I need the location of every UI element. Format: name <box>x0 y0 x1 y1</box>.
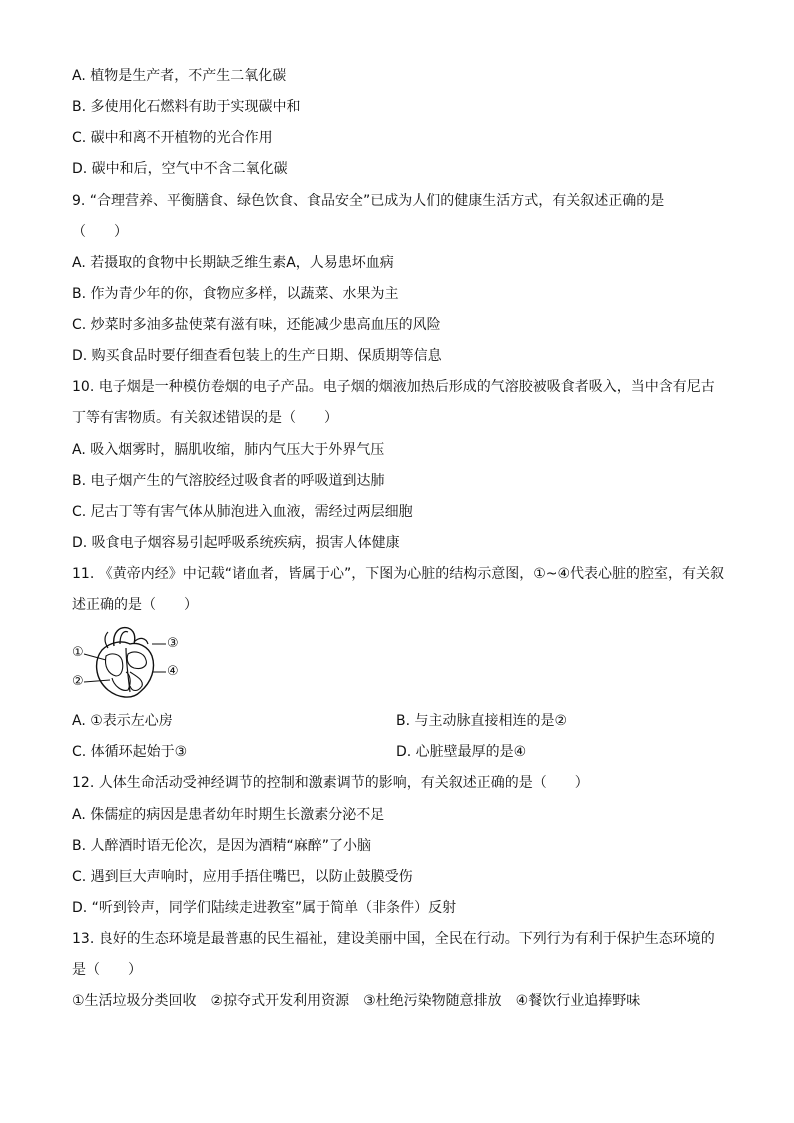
q9-option-d: D. 购买食品时要仔细查看包装上的生产日期、保质期等信息 <box>72 348 442 364</box>
q12-option-a: A. 侏儒症的病因是患者幼年时期生长激素分泌不足 <box>72 807 385 823</box>
q9-stem-line2: （ ） <box>72 224 128 240</box>
q11-stem-line1: 11. 《黄帝内经》中记载“诸血者，皆属于心”，下图为心脏的结构示意图，①~④代表心脏的腔室，有关叙 <box>72 566 725 582</box>
q12-option-d: D. “听到铃声，同学们陆续走进教室”属于简单（非条件）反射 <box>72 900 457 916</box>
q10-stem-line1: 10. 电子烟是一种模仿卷烟的电子产品。电子烟的烟液加热后形成的气溶胶被吸食者吸入，当中含有尼古 <box>72 379 715 395</box>
heart-label-4: ④ <box>167 664 179 679</box>
heart-label-2: ② <box>72 674 84 689</box>
q11-stem-line2: 述正确的是（ ） <box>72 597 198 613</box>
q10-stem-line2: 丁等有害物质。有关叙述错误的是（ ） <box>72 410 338 426</box>
q13-stem-line1: 13. 良好的生态环境是最普惠的民生福祉，建设美丽中国，全民在行动。下列行为有利于保护生态环境的 <box>72 931 715 947</box>
heart-label-3: ③ <box>167 636 179 651</box>
q9-option-c: C. 炒菜时多油多盐使菜有滋有味，还能减少患高血压的风险 <box>72 317 441 333</box>
q12-option-b: B. 人醉酒时语无伦次，是因为酒精“麻醉”了小脑 <box>72 838 372 854</box>
q10-option-a: A. 吸入烟雾时，膈肌收缩，肺内气压大于外界气压 <box>72 442 385 458</box>
q12-stem: 12. 人体生命活动受神经调节的控制和激素调节的影响，有关叙述正确的是（ ） <box>72 775 589 791</box>
q11-option-d: D. 心脏壁最厚的是④ <box>396 744 527 760</box>
q9-option-a: A. 若摄取的食物中长期缺乏维生素A，人易患坏血病 <box>72 255 394 271</box>
q9-option-b: B. 作为青少年的你，食物应多样，以蔬菜、水果为主 <box>72 286 399 302</box>
q12-option-c: C. 遇到巨大声响时，应用手捂住嘴巴，以防止鼓膜受伤 <box>72 869 413 885</box>
q9-stem-line1: 9. “合理营养、平衡膳食、绿色饮食、食品安全”已成为人们的健康生活方式，有关叙述正确的是 <box>72 193 665 209</box>
q11-option-c: C. 体循环起始于③ <box>72 744 188 760</box>
q8-option-c: C. 碳中和离不开植物的光合作用 <box>72 130 273 146</box>
q11-option-b: B. 与主动脉直接相连的是② <box>396 713 568 729</box>
q11-option-a: A. ①表示左心房 <box>72 713 173 729</box>
heart-label-1: ① <box>72 645 84 660</box>
q10-option-b: B. 电子烟产生的气溶胶经过吸食者的呼吸道到达肺 <box>72 473 385 489</box>
q13-items: ①生活垃圾分类回收 ②掠夺式开发利用资源 ③杜绝污染物随意排放 ④餐饮行业追捧野味 <box>72 993 641 1009</box>
q13-stem-line2: 是（ ） <box>72 962 142 978</box>
q8-option-d: D. 碳中和后，空气中不含二氧化碳 <box>72 161 288 177</box>
heart-diagram <box>72 620 182 702</box>
q10-option-c: C. 尼古丁等有害气体从肺泡进入血液，需经过两层细胞 <box>72 504 413 520</box>
q8-option-a: A. 植物是生产者，不产生二氧化碳 <box>72 68 287 84</box>
q10-option-d: D. 吸食电子烟容易引起呼吸系统疾病，损害人体健康 <box>72 535 400 551</box>
q8-option-b: B. 多使用化石燃料有助于实现碳中和 <box>72 99 301 115</box>
